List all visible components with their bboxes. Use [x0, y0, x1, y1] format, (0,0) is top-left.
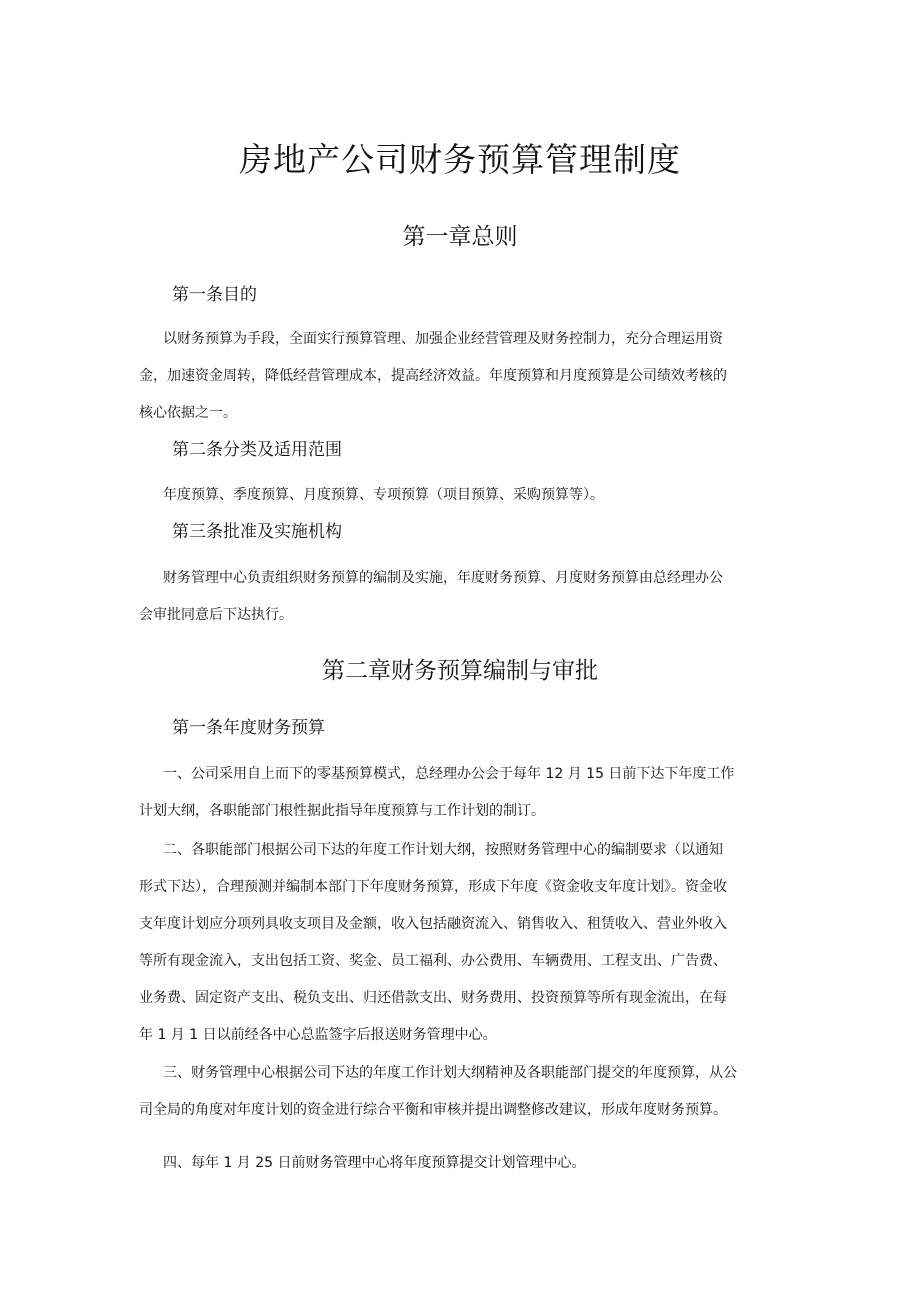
paragraph-line: 业务费、固定资产支出、税负支出、归还借款支出、财务费用、投资预算等所有现金流出，在每 — [139, 990, 727, 1006]
paragraph-line: 支年度计划应分项列具收支项目及金额，收入包括融资流入、销售收入、租赁收入、营业外收入 — [139, 916, 727, 932]
article-2-1-paragraph-1 — [139, 756, 791, 830]
paragraph-line: 核心依据之一。 — [139, 405, 237, 421]
paragraph-line: 四、每年 1 月 25 日前财务管理中心将年度预算提交计划管理中心。 — [163, 1155, 586, 1171]
paragraph-line: 年度预算、季度预算、月度预算、专项预算（项目预算、采购预算等）。 — [163, 487, 604, 503]
paragraph-line: 三、财务管理中心根据公司下达的年度工作计划大纲精神及各职能部门提交的年度预算，从公 — [163, 1065, 737, 1081]
paragraph-line: 计划大纲，各职能部门根性据此指导年度预算与工作计划的制订。 — [139, 803, 545, 819]
paragraph-line: 二、各职能部门根据公司下达的年度工作计划大纲，按照财务管理中心的编制要求（以通知 — [163, 842, 723, 858]
article-2-1-heading: 第一条年度财务预算 — [172, 718, 325, 738]
article-2-1-paragraph-2 — [139, 832, 791, 1054]
paragraph-line: 一、公司采用自上而下的零基预算模式，总经理办公会于每年 12 月 15 日前下达下年度工作 — [163, 766, 735, 782]
article-1-2-body — [139, 477, 791, 514]
article-2-1-paragraph-4 — [139, 1145, 791, 1182]
paragraph-line: 年 1 月 1 日以前经各中心总监签字后报送财务管理中心。 — [139, 1027, 497, 1043]
article-1-3-heading: 第三条批准及实施机构 — [172, 522, 342, 542]
article-1-3-body — [139, 560, 791, 634]
paragraph-line: 以财务预算为手段，全面实行预算管理、加强企业经营管理及财务控制力，充分合理运用资 — [163, 331, 723, 347]
article-1-2-heading: 第二条分类及适用范围 — [172, 440, 342, 460]
paragraph-line: 会审批同意后下达执行。 — [139, 607, 293, 623]
chapter-1-heading: 第一章总则 — [402, 224, 518, 250]
paragraph-line: 财务管理中心负责组织财务预算的编制及实施，年度财务预算、月度财务预算由总经理办公 — [163, 570, 723, 586]
paragraph-line: 司全局的角度对年度计划的资金进行综合平衡和审核并提出调整修改建议，形成年度财务预算。 — [139, 1102, 727, 1118]
article-1-1-heading: 第一条目的 — [172, 285, 257, 305]
paragraph-line: 形式下达），合理预测并编制本部门下年度财务预算，形成下年度《资金收支年度计划》。资金收 — [139, 879, 727, 895]
article-1-1-body — [139, 321, 791, 432]
paragraph-line: 等所有现金流入，支出包括工资、奖金、员工福利、办公费用、车辆费用、工程支出、广告费、 — [139, 953, 727, 969]
chapter-2-heading: 第二章财务预算编制与审批 — [322, 658, 598, 684]
paragraph-line: 金，加速资金周转，降低经营管理成本，提高经济效益。年度预算和月度预算是公司绩效考核的 — [139, 368, 727, 384]
article-2-1-paragraph-3 — [139, 1055, 791, 1129]
document-title: 房地产公司财务预算管理制度 — [239, 140, 681, 179]
